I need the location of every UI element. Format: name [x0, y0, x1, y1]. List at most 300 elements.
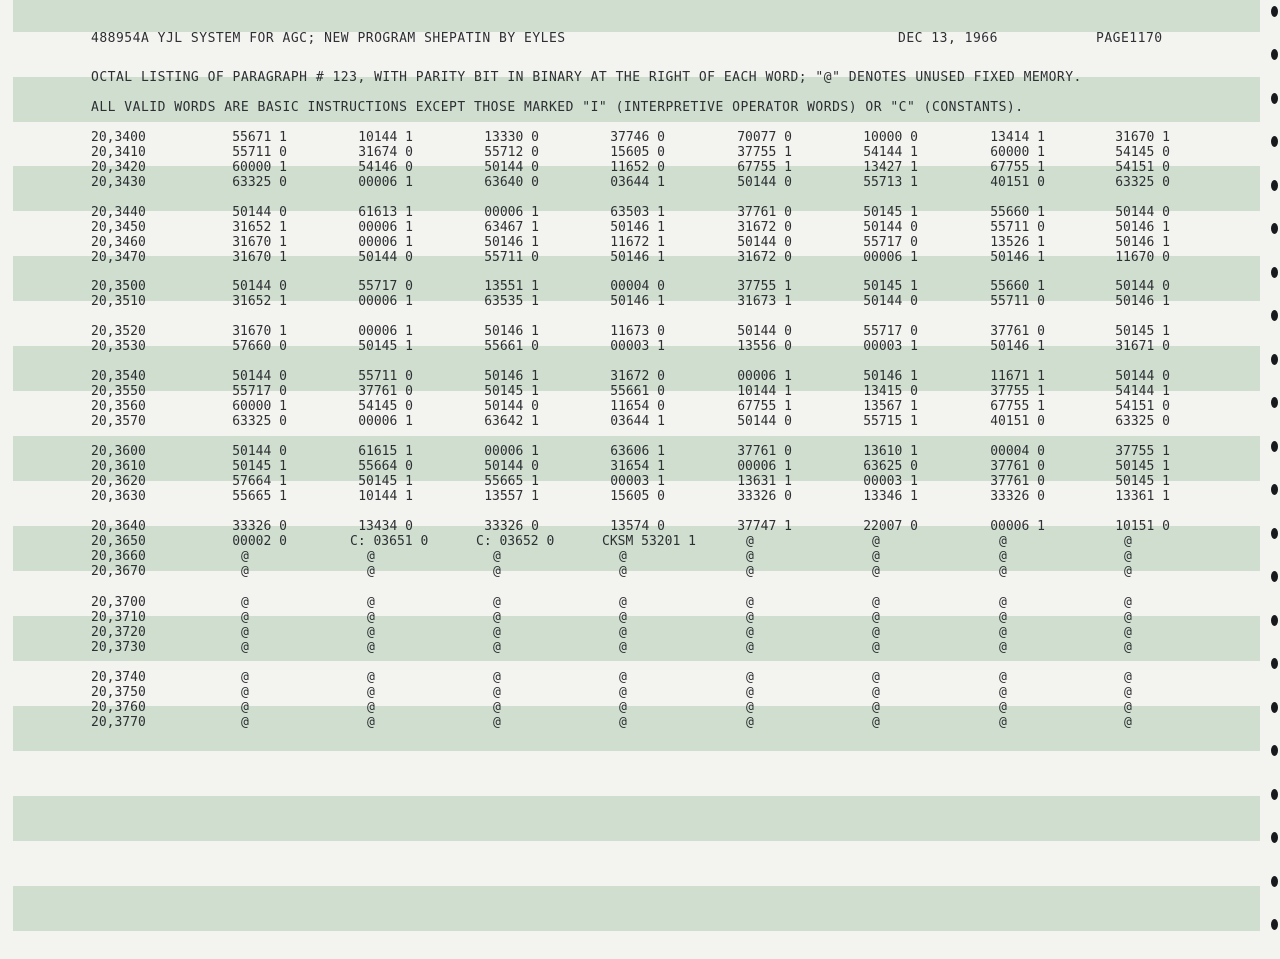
row-address: 20,3740 — [91, 670, 146, 685]
row-address: 20,3400 — [91, 130, 146, 145]
tractor-hole-icon — [1271, 267, 1278, 278]
word-cell: @ — [1124, 610, 1132, 625]
row-address: 20,3540 — [91, 369, 146, 384]
word-cell: 11670 0 — [1115, 250, 1170, 265]
word-cell: @ — [241, 640, 249, 655]
word-cell: @ — [493, 564, 501, 579]
word-cell: 00006 1 — [737, 459, 792, 474]
word-cell: 00006 1 — [358, 220, 413, 235]
listing-row — [0, 399, 1280, 414]
word-cell: 31671 0 — [1115, 339, 1170, 354]
word-cell: @ — [746, 595, 754, 610]
word-cell: 50145 1 — [232, 459, 287, 474]
word-cell: 40151 0 — [990, 414, 1045, 429]
word-cell: 50144 0 — [484, 399, 539, 414]
word-cell: 00003 1 — [610, 339, 665, 354]
row-address: 20,3660 — [91, 549, 146, 564]
word-cell: 10151 0 — [1115, 519, 1170, 534]
word-cell: @ — [746, 610, 754, 625]
word-cell: 55661 0 — [610, 384, 665, 399]
word-cell: 50145 1 — [863, 205, 918, 220]
word-cell: 11652 0 — [610, 160, 665, 175]
row-address: 20,3720 — [91, 625, 146, 640]
word-cell: 55711 0 — [484, 250, 539, 265]
word-cell: @ — [619, 625, 627, 640]
word-cell: 55661 0 — [484, 339, 539, 354]
word-cell: @ — [241, 670, 249, 685]
word-cell: C: 03652 0 — [476, 534, 555, 549]
listing-row — [0, 610, 1280, 625]
row-address: 20,3620 — [91, 474, 146, 489]
word-cell: @ — [999, 640, 1007, 655]
word-cell: @ — [493, 700, 501, 715]
word-cell: 63325 0 — [232, 175, 287, 190]
word-cell: 22007 0 — [863, 519, 918, 534]
print-date: DEC 13, 1966 — [898, 31, 998, 46]
row-address: 20,3760 — [91, 700, 146, 715]
word-cell: 13346 1 — [863, 489, 918, 504]
word-cell: 55715 1 — [863, 414, 918, 429]
word-cell: @ — [999, 670, 1007, 685]
word-cell: 50144 0 — [484, 160, 539, 175]
listing-row — [0, 235, 1280, 250]
word-cell: CKSM 53201 1 — [602, 534, 696, 549]
word-cell: @ — [367, 685, 375, 700]
word-cell: @ — [241, 685, 249, 700]
word-cell: 55665 1 — [232, 489, 287, 504]
word-cell: @ — [872, 640, 880, 655]
word-cell: 50144 0 — [737, 235, 792, 250]
word-cell: 50146 1 — [610, 250, 665, 265]
word-cell: 55717 0 — [232, 384, 287, 399]
word-cell: @ — [872, 715, 880, 730]
word-cell: 50144 0 — [737, 324, 792, 339]
listing-row — [0, 130, 1280, 145]
listing-description: OCTAL LISTING OF PARAGRAPH # 123, WITH PARITY BIT IN BINARY AT THE RIGHT OF EACH WORD; "@" DENOTES UNUSED FIXED MEMORY. — [91, 70, 1082, 85]
word-cell: @ — [241, 715, 249, 730]
word-cell: @ — [493, 625, 501, 640]
word-cell: 50144 0 — [358, 250, 413, 265]
word-cell: 55711 0 — [358, 369, 413, 384]
word-cell: @ — [367, 549, 375, 564]
word-cell: @ — [493, 549, 501, 564]
word-cell: 13557 1 — [484, 489, 539, 504]
word-cell: 50144 0 — [1115, 369, 1170, 384]
word-cell: 55660 1 — [990, 205, 1045, 220]
word-cell: 13361 1 — [1115, 489, 1170, 504]
word-cell: 37761 0 — [358, 384, 413, 399]
word-cell: 03644 1 — [610, 175, 665, 190]
listing-row — [0, 534, 1280, 549]
word-cell: 31670 1 — [1115, 130, 1170, 145]
word-cell: 50144 0 — [484, 459, 539, 474]
row-address: 20,3410 — [91, 145, 146, 160]
word-cell: @ — [999, 610, 1007, 625]
word-cell: 13415 0 — [863, 384, 918, 399]
word-cell: 55712 0 — [484, 145, 539, 160]
word-cell: 00006 1 — [358, 175, 413, 190]
word-cell: 63325 0 — [232, 414, 287, 429]
word-cell: @ — [746, 670, 754, 685]
word-cell: 55711 0 — [232, 145, 287, 160]
word-cell: 31672 0 — [610, 369, 665, 384]
word-cell: @ — [619, 685, 627, 700]
word-cell: 33326 0 — [484, 519, 539, 534]
word-cell: @ — [999, 715, 1007, 730]
word-cell: 33326 0 — [737, 489, 792, 504]
word-cell: @ — [367, 700, 375, 715]
word-cell: 37755 1 — [990, 384, 1045, 399]
word-cell: 67755 1 — [737, 399, 792, 414]
word-cell: 50146 1 — [990, 250, 1045, 265]
word-cell: @ — [746, 700, 754, 715]
word-cell: 50144 0 — [232, 444, 287, 459]
word-cell: @ — [1124, 700, 1132, 715]
listing-row — [0, 220, 1280, 235]
word-cell: 50144 0 — [1115, 279, 1170, 294]
page-number: PAGE1170 — [1096, 31, 1163, 46]
word-cell: @ — [1124, 670, 1132, 685]
word-cell: @ — [872, 534, 880, 549]
word-cell: 13414 1 — [990, 130, 1045, 145]
word-cell: 63625 0 — [863, 459, 918, 474]
row-address: 20,3530 — [91, 339, 146, 354]
listing-row — [0, 489, 1280, 504]
listing-row — [0, 145, 1280, 160]
word-cell: @ — [746, 715, 754, 730]
word-cell: 50145 1 — [358, 474, 413, 489]
word-cell: 00006 1 — [358, 324, 413, 339]
listing-row — [0, 459, 1280, 474]
listing-row — [0, 474, 1280, 489]
word-cell: 00006 1 — [358, 414, 413, 429]
word-cell: 50144 0 — [863, 294, 918, 309]
listing-row — [0, 160, 1280, 175]
word-cell: 63325 0 — [1115, 175, 1170, 190]
word-cell: 54151 0 — [1115, 160, 1170, 175]
word-cell: 37747 1 — [737, 519, 792, 534]
word-cell: @ — [1124, 595, 1132, 610]
word-cell: @ — [1124, 564, 1132, 579]
word-cell: @ — [619, 640, 627, 655]
listing-row — [0, 205, 1280, 220]
word-cell: 60000 1 — [990, 145, 1045, 160]
word-cell: 11673 0 — [610, 324, 665, 339]
word-cell: 67755 1 — [990, 160, 1045, 175]
word-cell: @ — [999, 534, 1007, 549]
row-address: 20,3640 — [91, 519, 146, 534]
word-cell: 54151 0 — [1115, 399, 1170, 414]
word-cell: 15605 0 — [610, 489, 665, 504]
word-cell: @ — [1124, 715, 1132, 730]
word-cell: 00006 1 — [737, 369, 792, 384]
row-address: 20,3710 — [91, 610, 146, 625]
listing-row — [0, 700, 1280, 715]
word-cell: 61615 1 — [358, 444, 413, 459]
word-cell: 13574 0 — [610, 519, 665, 534]
word-cell: @ — [1124, 685, 1132, 700]
word-cell: 63503 1 — [610, 205, 665, 220]
row-address: 20,3730 — [91, 640, 146, 655]
green-bar — [13, 796, 1260, 841]
word-cell: @ — [619, 700, 627, 715]
word-cell: @ — [367, 625, 375, 640]
listing-row — [0, 549, 1280, 564]
word-cell: 50146 1 — [990, 339, 1045, 354]
row-address: 20,3460 — [91, 235, 146, 250]
word-cell: @ — [746, 685, 754, 700]
word-cell: @ — [619, 610, 627, 625]
word-cell: 50145 1 — [863, 279, 918, 294]
listing-row — [0, 444, 1280, 459]
word-cell: 31672 0 — [737, 220, 792, 235]
word-cell: 13434 0 — [358, 519, 413, 534]
word-cell: 63606 1 — [610, 444, 665, 459]
listing-row — [0, 685, 1280, 700]
word-cell: 54145 0 — [358, 399, 413, 414]
tractor-hole-icon — [1271, 832, 1278, 843]
word-cell: 31673 1 — [737, 294, 792, 309]
word-cell: 55665 1 — [484, 474, 539, 489]
word-cell: 63642 1 — [484, 414, 539, 429]
listing-row — [0, 625, 1280, 640]
tractor-hole-icon — [1271, 745, 1278, 756]
word-cell: 10144 1 — [358, 489, 413, 504]
word-cell: @ — [1124, 625, 1132, 640]
word-cell: @ — [746, 564, 754, 579]
word-cell: 13427 1 — [863, 160, 918, 175]
word-cell: 70077 0 — [737, 130, 792, 145]
listing-row — [0, 564, 1280, 579]
word-cell: 00003 1 — [863, 474, 918, 489]
word-cell: 55711 0 — [990, 220, 1045, 235]
word-cell: 55671 1 — [232, 130, 287, 145]
tractor-hole-icon — [1271, 49, 1278, 60]
word-cell: 55713 1 — [863, 175, 918, 190]
word-cell: 63535 1 — [484, 294, 539, 309]
word-cell: @ — [872, 700, 880, 715]
word-cell: @ — [746, 625, 754, 640]
word-cell: @ — [872, 610, 880, 625]
word-cell: 00006 1 — [863, 250, 918, 265]
job-title: 488954A YJL SYSTEM FOR AGC; NEW PROGRAM SHEPATIN BY EYLES — [91, 31, 566, 46]
word-cell: 33326 0 — [232, 519, 287, 534]
listing-row — [0, 279, 1280, 294]
listing-row — [0, 595, 1280, 610]
listing-row — [0, 640, 1280, 655]
row-address: 20,3420 — [91, 160, 146, 175]
word-cell: 00002 0 — [232, 534, 287, 549]
word-cell: @ — [367, 670, 375, 685]
word-cell: 31654 1 — [610, 459, 665, 474]
word-cell: 31652 1 — [232, 294, 287, 309]
word-cell: 50144 0 — [863, 220, 918, 235]
word-cell: @ — [999, 625, 1007, 640]
row-address: 20,3520 — [91, 324, 146, 339]
word-cell: 00006 1 — [990, 519, 1045, 534]
word-cell: @ — [1124, 549, 1132, 564]
word-cell: 50145 1 — [1115, 474, 1170, 489]
tractor-hole-icon — [1271, 876, 1278, 887]
word-cell: @ — [746, 534, 754, 549]
word-cell: @ — [619, 670, 627, 685]
listing-row — [0, 175, 1280, 190]
row-address: 20,3750 — [91, 685, 146, 700]
word-cell: 10144 1 — [737, 384, 792, 399]
word-cell: 63325 0 — [1115, 414, 1170, 429]
word-cell: @ — [999, 595, 1007, 610]
word-cell: @ — [746, 640, 754, 655]
word-cell: 50146 1 — [484, 324, 539, 339]
word-cell: 37755 1 — [737, 145, 792, 160]
word-cell: 00006 1 — [484, 205, 539, 220]
row-address: 20,3650 — [91, 534, 146, 549]
row-address: 20,3600 — [91, 444, 146, 459]
word-cell: @ — [367, 610, 375, 625]
word-cell: C: 03651 0 — [350, 534, 429, 549]
word-cell: 10144 1 — [358, 130, 413, 145]
row-address: 20,3630 — [91, 489, 146, 504]
word-cell: 13551 1 — [484, 279, 539, 294]
word-cell: 37761 0 — [990, 324, 1045, 339]
word-cell: 55664 0 — [358, 459, 413, 474]
word-cell: @ — [241, 595, 249, 610]
word-cell: 55660 1 — [990, 279, 1045, 294]
word-cell: 57660 0 — [232, 339, 287, 354]
listing-row — [0, 324, 1280, 339]
listing-row — [0, 670, 1280, 685]
word-cell: 37761 0 — [737, 444, 792, 459]
tractor-hole-icon — [1271, 658, 1278, 669]
row-address: 20,3570 — [91, 414, 146, 429]
word-cell: 50144 0 — [737, 414, 792, 429]
listing-legend: ALL VALID WORDS ARE BASIC INSTRUCTIONS EXCEPT THOSE MARKED "I" (INTERPRETIVE OPERATOR WORDS) OR "C" (CONSTANTS). — [91, 100, 1024, 115]
word-cell: @ — [367, 595, 375, 610]
word-cell: @ — [493, 670, 501, 685]
word-cell: 50145 1 — [358, 339, 413, 354]
word-cell: @ — [1124, 534, 1132, 549]
word-cell: 55717 0 — [863, 324, 918, 339]
word-cell: @ — [872, 595, 880, 610]
row-address: 20,3500 — [91, 279, 146, 294]
word-cell: 55711 0 — [990, 294, 1045, 309]
row-address: 20,3610 — [91, 459, 146, 474]
word-cell: 57664 1 — [232, 474, 287, 489]
word-cell: 00003 1 — [863, 339, 918, 354]
word-cell: @ — [493, 640, 501, 655]
row-address: 20,3670 — [91, 564, 146, 579]
row-address: 20,3470 — [91, 250, 146, 265]
word-cell: 31672 0 — [737, 250, 792, 265]
word-cell: 50146 1 — [610, 294, 665, 309]
word-cell: 37755 1 — [737, 279, 792, 294]
listing-row — [0, 519, 1280, 534]
word-cell: @ — [872, 564, 880, 579]
word-cell: @ — [872, 685, 880, 700]
word-cell: @ — [367, 640, 375, 655]
listing-row — [0, 294, 1280, 309]
word-cell: @ — [999, 564, 1007, 579]
word-cell: 50144 0 — [737, 175, 792, 190]
tractor-hole-icon — [1271, 6, 1278, 17]
word-cell: 31674 0 — [358, 145, 413, 160]
word-cell: @ — [493, 715, 501, 730]
row-address: 20,3560 — [91, 399, 146, 414]
tractor-hole-icon — [1271, 310, 1278, 321]
word-cell: @ — [746, 549, 754, 564]
listing-row — [0, 384, 1280, 399]
word-cell: @ — [241, 564, 249, 579]
word-cell: 11654 0 — [610, 399, 665, 414]
word-cell: 33326 0 — [990, 489, 1045, 504]
word-cell: @ — [241, 610, 249, 625]
green-bar — [13, 886, 1260, 931]
word-cell: 55717 0 — [863, 235, 918, 250]
word-cell: 10000 0 — [863, 130, 918, 145]
word-cell: 60000 1 — [232, 160, 287, 175]
word-cell: @ — [872, 625, 880, 640]
word-cell: @ — [872, 549, 880, 564]
word-cell: 31670 1 — [232, 250, 287, 265]
word-cell: 11672 1 — [610, 235, 665, 250]
word-cell: 54145 0 — [1115, 145, 1170, 160]
green-bar — [13, 0, 1260, 32]
word-cell: 50146 1 — [610, 220, 665, 235]
row-address: 20,3770 — [91, 715, 146, 730]
row-address: 20,3440 — [91, 205, 146, 220]
word-cell: @ — [493, 595, 501, 610]
word-cell: 37761 0 — [737, 205, 792, 220]
word-cell: 31652 1 — [232, 220, 287, 235]
word-cell: 50146 1 — [1115, 294, 1170, 309]
word-cell: 15605 0 — [610, 145, 665, 160]
row-address: 20,3700 — [91, 595, 146, 610]
word-cell: 61613 1 — [358, 205, 413, 220]
word-cell: 37761 0 — [990, 474, 1045, 489]
word-cell: @ — [241, 549, 249, 564]
word-cell: 63467 1 — [484, 220, 539, 235]
word-cell: 60000 1 — [232, 399, 287, 414]
word-cell: 31670 1 — [232, 324, 287, 339]
word-cell: 50146 1 — [484, 369, 539, 384]
word-cell: @ — [493, 685, 501, 700]
row-address: 20,3510 — [91, 294, 146, 309]
word-cell: 31670 1 — [232, 235, 287, 250]
listing-row — [0, 250, 1280, 265]
word-cell: 50145 1 — [1115, 324, 1170, 339]
word-cell: 13330 0 — [484, 130, 539, 145]
word-cell: 00006 1 — [358, 235, 413, 250]
word-cell: @ — [1124, 640, 1132, 655]
word-cell: 40151 0 — [990, 175, 1045, 190]
word-cell: @ — [619, 564, 627, 579]
listing-row — [0, 414, 1280, 429]
word-cell: 50146 1 — [1115, 220, 1170, 235]
tractor-hole-icon — [1271, 919, 1278, 930]
word-cell: 00003 1 — [610, 474, 665, 489]
word-cell: @ — [619, 595, 627, 610]
word-cell: @ — [999, 700, 1007, 715]
row-address: 20,3550 — [91, 384, 146, 399]
word-cell: 13556 0 — [737, 339, 792, 354]
word-cell: 54146 0 — [358, 160, 413, 175]
word-cell: 00006 1 — [484, 444, 539, 459]
word-cell: 50144 0 — [232, 279, 287, 294]
word-cell: 37755 1 — [1115, 444, 1170, 459]
word-cell: @ — [241, 625, 249, 640]
listing-row — [0, 715, 1280, 730]
word-cell: 54144 1 — [863, 145, 918, 160]
